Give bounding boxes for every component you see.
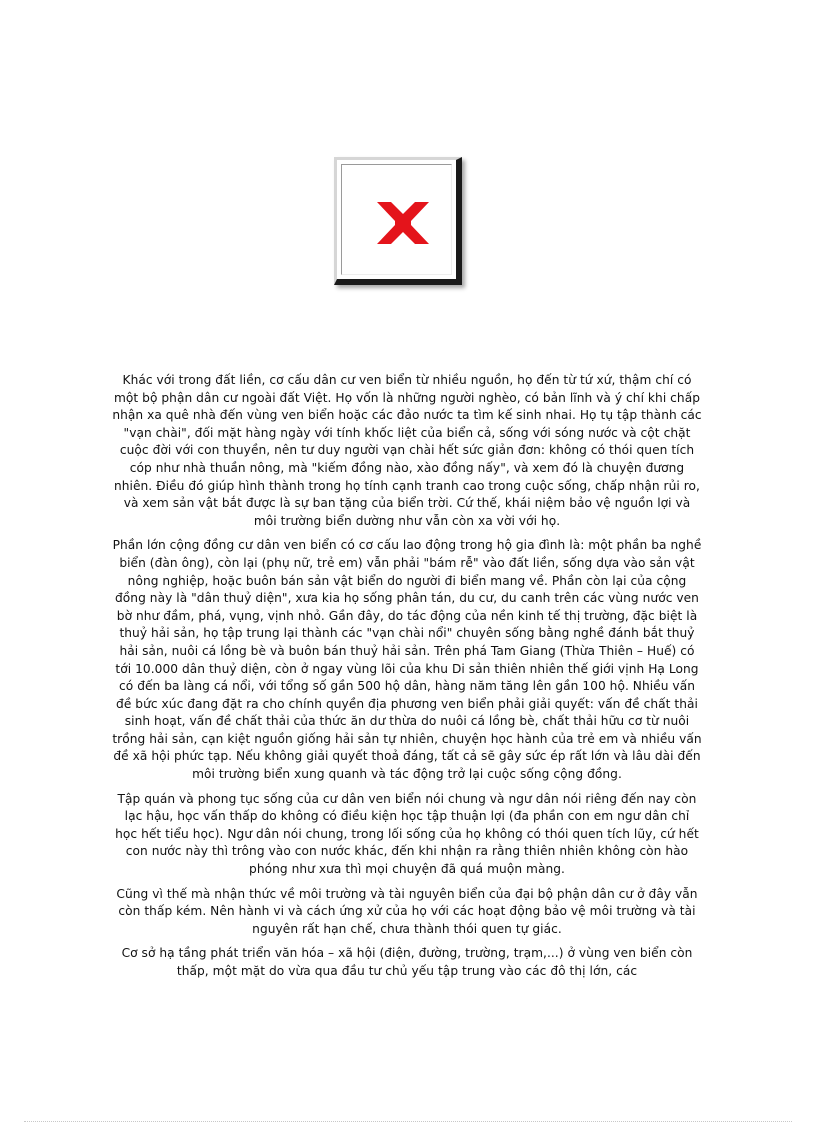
image-frame xyxy=(334,157,462,285)
paragraph-2: Phần lớn cộng đồng cư dân ven biển có cơ cấu lao động trong hộ gia đình là: một phần ba nghề biển (đàn ông), còn lại (phụ nữ, trẻ em) vẫn phải "bám rễ" vào đất liền, sống dựa vào sản vật nông nghiệp, hoặc buôn bán sản vật biển do người đi biển mang về. Phần còn lại của cộng đồng này là "dân thuỷ diện", xưa kia họ sống phân tán, du cư, du canh trên các vùng nước ven bờ như đầm, phá, vụng, vịnh nhỏ. Gần đây, do tác động của nền kinh tế thị trường, đặc biệt là thuỷ hải sản, họ tập trung lại thành các "vạn chài nổi" chuyên sống bằng nghề đánh bắt thuỷ hải sản, nuôi cá lồng bè và buôn bán thuỷ hải sản. Trên phá Tam Giang (Thừa Thiên – Huế) có tới 10.000 dân thuỷ diện, còn ở ngay vùng lõi của khu Di sản thiên nhiên thế giới vịnh Hạ Long có đến ba làng cá nổi, với tổng số gần 500 hộ dân, hàng năm tăng lên gần 100 hộ. Nhiều vấn đề bức xúc đang đặt ra cho chính quyền địa phương ven biển phải giải quyết: vấn đề chất thải sinh hoạt, vấn đề chất thải của thức ăn dư thừa do nuôi cá lồng bè, chất thải hữu cơ từ nuôi trồng hải sản, cạn kiệt nguồn giống hải sản tự nhiên, chuyện học hành của trẻ em và nhiều vấn đề xã hội phức tạp. Nếu không giải quyết thoả đáng, tất cả sẽ gây sức ép rất lớn và lâu dài đến môi trường biển xung quanh và tác động trở lại cuộc sống cộng đồng. xyxy=(112,538,702,782)
paragraph-4: Cũng vì thế mà nhận thức về môi trường và tài nguyên biển của đại bộ phận dân cư ở đây vẫn còn thấp kém. Nên hành vi và cách ứng xử của họ với các hoạt động bảo vệ môi trường và tài nguyên rất hạn chế, chưa thành thói quen tự giác. xyxy=(116,886,698,936)
broken-image-placeholder xyxy=(334,157,468,293)
article-body xyxy=(112,372,702,988)
paragraph-5: Cơ sở hạ tầng phát triển văn hóa – xã hội (điện, đường, trường, trạm,...) ở vùng ven biển còn thấp, một mặt do vừa qua đầu tư chủ yếu tập trung vào các đô thị lớn, các xyxy=(121,946,693,978)
paragraph-1: Khác với trong đất liền, cơ cấu dân cư ven biển từ nhiều nguồn, họ đến từ tứ xứ, thậm chí có một bộ phận dân cư ngoài đất Việt. Họ vốn là những người nghèo, có bản lĩnh và ý chí khi chấp nhận xa quê nhà đến vùng ven biển hoặc các đảo nước ta tìm kế sinh nhai. Họ tụ tập thành các "vạn chài", đối mặt hàng ngày với tính khốc liệt của biển cả, sống với sóng nước và cột chặt cuộc đời với con thuyền, nên tư duy người vạn chài hết sức giản đơn: không có thói quen tích cóp như nhà thuần nông, mà "kiếm đồng nào, xào đồng nấy", và xem đó là chuyện đương nhiên. Điều đó giúp hình thành trong họ tính cạnh tranh cao trong cuộc sống, chấp nhận rủi ro, và xem sản vật bắt được là sự ban tặng của biển trời. Cứ thế, khái niệm bảo vệ nguồn lợi và môi trường biển dường như vẫn còn xa vời với họ. xyxy=(112,373,702,528)
paragraph-3: Tập quán và phong tục sống của cư dân ven biển nói chung và ngư dân nói riêng đến nay còn lạc hậu, học vấn thấp do không có điều kiện học tập thuận lợi (đa phần con em ngư dân chỉ học hết tiểu học). Ngư dân nói chung, trong lối sống của họ không có thói quen tích lũy, cứ hết con nước này thì trông vào con nước khác, đến khi nhận ra rằng thiên nhiên không còn hào phóng như xưa thì mọi chuyện đã quá muộn màng. xyxy=(115,791,699,877)
page-bottom-rule xyxy=(24,1121,792,1122)
broken-image-icon xyxy=(373,200,433,246)
